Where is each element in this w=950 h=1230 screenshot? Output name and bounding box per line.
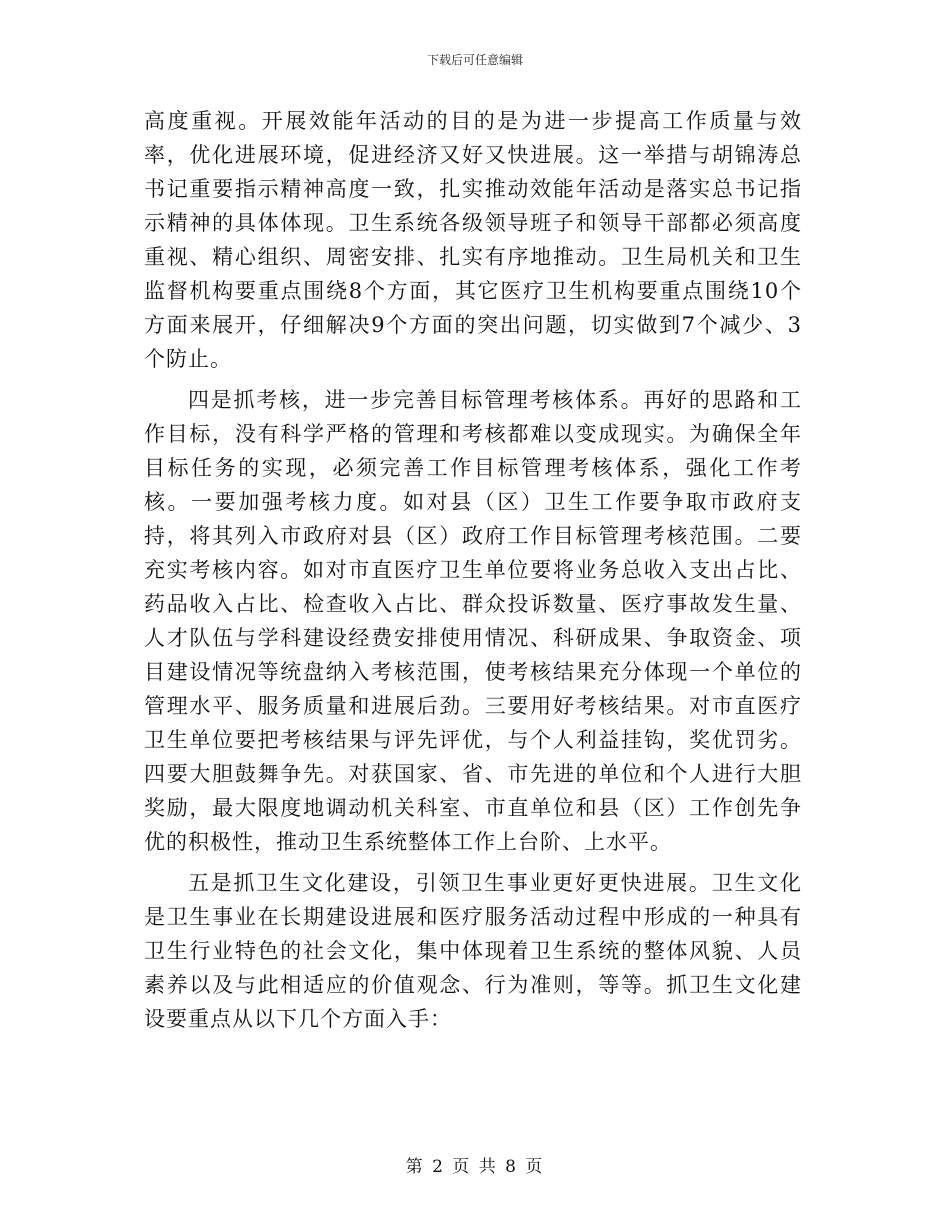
paragraph-continuation: 高度重视。开展效能年活动的目的是为进一步提高工作质量与效率，优化进展环境，促进经济又好又快进展。这一举措与胡锦涛总书记重要指示精神高度一致，扎实推动效能年活动是落实总书记指示精神的具体体现。卫生系统各级领导班子和领导干部都必须高度重视、精心组织、周密安排、扎实有序地推动。卫生局机关和卫生监督机构要重点围绕8个方面，其它医疗卫生机构要重点围绕10个方面来展开，仔细解决9个方面的突出问题，切实做到7个减少、3个防止。 bbox=[144, 109, 802, 371]
document-body bbox=[144, 104, 802, 1036]
paragraph-assessment: 四是抓考核，进一步完善目标管理考核体系。再好的思路和工作目标，没有科学严格的管理和考核都难以变成现实。为确保全年目标任务的实现，必须完善工作目标管理考核体系，强化工作考核。一要加强考核力度。如对县（区）卫生工作要争取市政府支持，将其列入市政府对县（区）政府工作目标管理考核范围。二要充实考核内容。如对市直医疗卫生单位要将业务总收入支出占比、药品收入占比、检查收入占比、群众投诉数量、医疗事故发生量、人才队伍与学科建设经费安排使用情况、科研成果、争取资金、项目建设情况等统盘纳入考核范围，使考核结果充分体现一个单位的管理水平、服务质量和进展后劲。三要用好考核结果。对市直医疗卫生单位要把考核结果与评先评优，与个人利益挂钩，奖优罚劣。四要大胆鼓舞争先。对获国家、省、市先进的单位和个人进行大胆奖励，最大限度地调动机关科室、市直单位和县（区）工作创先争优的积极性，推动卫生系统整体工作上台阶、上水平。 bbox=[144, 388, 802, 854]
paragraph-health-culture: 五是抓卫生文化建设，引领卫生事业更好更快进展。卫生文化是卫生事业在长期建设进展和医疗服务活动过程中形成的一种具有卫生行业特色的社会文化，集中体现着卫生系统的整体风貌、人员素养以及与此相适应的价值观念、行为准则，等等。抓卫生文化建设要重点从以下几个方面入手： bbox=[144, 871, 802, 1031]
page-number: 第 2 页 共 8 页 bbox=[405, 1157, 545, 1177]
page-header: 下载后可任意编辑 bbox=[426, 53, 523, 67]
